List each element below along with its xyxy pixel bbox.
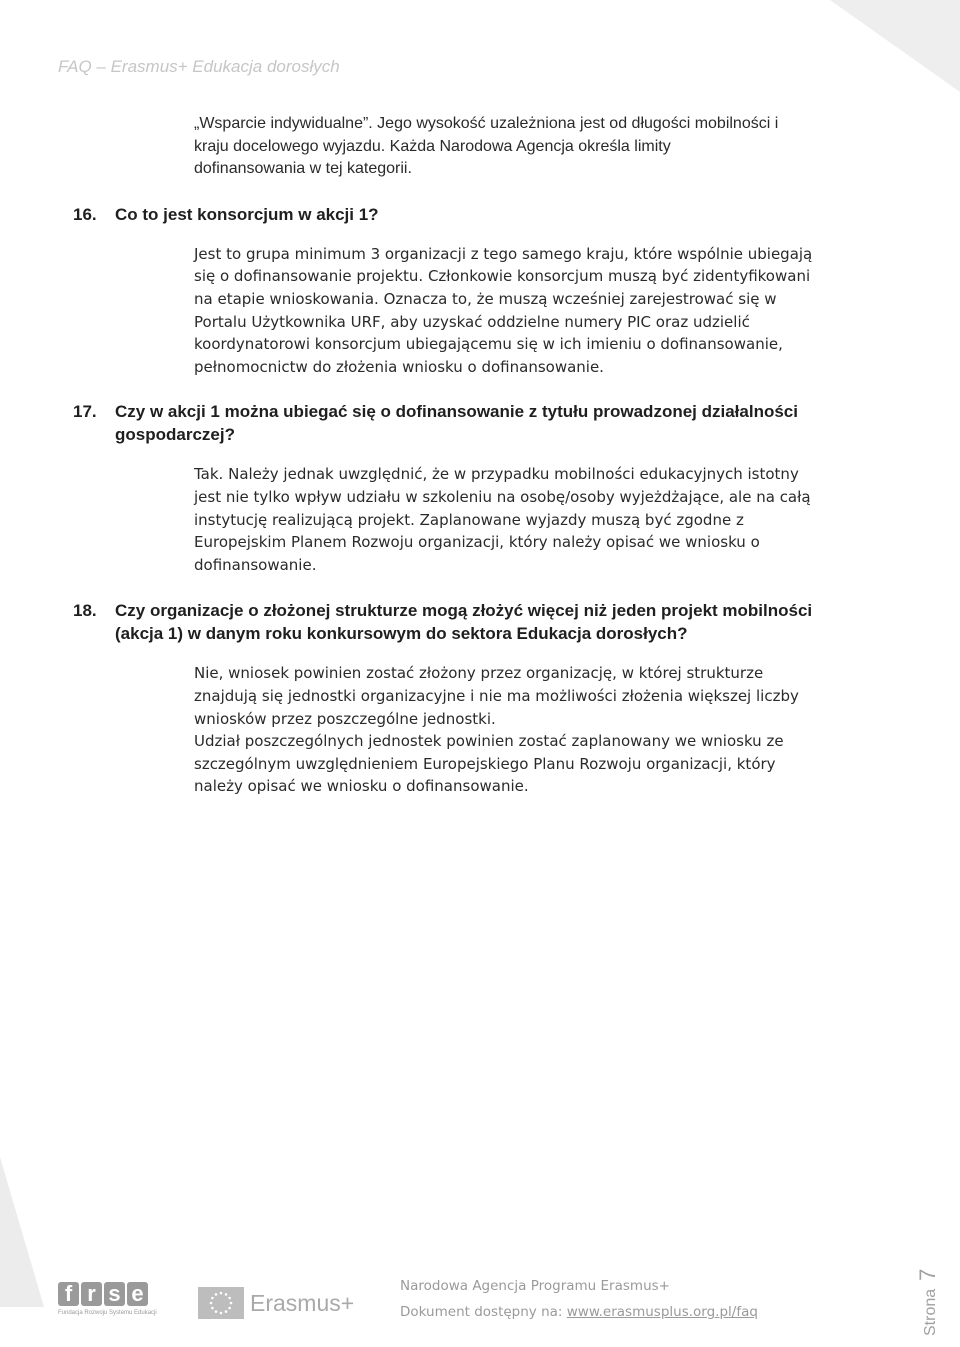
document-availability — [400, 1304, 758, 1320]
frse-logo — [58, 1281, 157, 1322]
intro-line: kraju docelowego wyjazdu. Każda Narodowa Agencja określa limity — [194, 137, 671, 155]
question-title-line: (akcja 1) w danym roku konkursowym do sektora Edukacja dorosłych? — [115, 624, 688, 644]
question-title — [115, 599, 855, 645]
question-title — [115, 203, 855, 226]
eu-flag-icon — [198, 1287, 244, 1319]
footer-info — [400, 1278, 758, 1320]
question-number: 17. — [73, 402, 97, 422]
page-number: 7 — [915, 1268, 940, 1281]
page-number-vertical — [915, 1269, 941, 1336]
frse-subtitle: Fundacja Rozwoju Systemu Edukacji — [58, 1310, 157, 1316]
page-label: Strona — [922, 1288, 939, 1336]
answer-line: należy opisać we wniosku o dofinansowanie. — [194, 777, 529, 796]
question-number: 16. — [73, 204, 97, 224]
question-title-line: gospodarczej? — [115, 425, 235, 445]
intro-line: „Wsparcie indywidualne”. Jego wysokość uzależniona jest od długości mobilności i — [194, 115, 779, 132]
answer-line: Nie, wniosek powinien zostać złożony przez organizację, w której strukturze — [194, 664, 764, 683]
answer-line: wniosków przez poszczególne jednostki. — [194, 709, 496, 728]
answer-line: się o dofinansowanie projektu. Członkowie konsorcjum muszą być zidentyfikowani — [194, 267, 811, 286]
faq-link[interactable]: www.erasmusplus.org.pl/faq — [566, 1304, 758, 1320]
frse-letter: f — [58, 1282, 79, 1306]
answer-line: dofinansowanie. — [194, 555, 317, 574]
answer-line: znajdują się jednostki organizacyjne i nie ma możliwości złożenia większej liczby — [194, 686, 799, 705]
answer-line: Tak. Należy jednak uwzględnić, że w przypadku mobilności edukacyjnych istotny — [194, 465, 799, 484]
answer-line: instytucję realizującą projekt. Zaplanowane wyjazdy muszą być zgodne z — [194, 510, 744, 529]
answer-line: pełnomocnictw do złożenia wniosku o dofinansowanie. — [194, 357, 604, 376]
frse-letter: e — [127, 1282, 148, 1306]
question-title-line: Czy w akcji 1 można ubiegać się o dofinansowanie z tytułu prowadzonej działalności — [115, 402, 798, 422]
frse-letter: s — [104, 1282, 125, 1306]
question-title-line: Czy organizacje o złożonej strukturze mogą złożyć więcej niż jeden projekt mobilności — [115, 601, 813, 621]
document-prefix: Dokument dostępny na: — [400, 1304, 567, 1320]
answer-18 — [194, 662, 884, 798]
erasmus-logo — [198, 1286, 354, 1320]
answer-line: Jest to grupa minimum 3 organizacji z tego samego kraju, które wspólnie ubiegają — [194, 244, 813, 263]
document-body — [0, 113, 960, 798]
answer-line: na etapie wnioskowania. Oznacza to, że muszą wcześniej zarejestrować się w — [194, 289, 777, 308]
frse-letter: r — [81, 1282, 102, 1306]
answer-line: Europejskim Planem Rozwoju organizacji, który należy opisać we wniosku o — [194, 533, 760, 552]
answer-line: szczególnym uwzględnieniem Europejskiego Planu Rozwoju organizacji, który — [194, 754, 776, 773]
question-title — [115, 400, 855, 446]
question-17 — [0, 400, 960, 446]
erasmus-label: Erasmus+ — [250, 1289, 355, 1316]
frse-letters — [58, 1282, 153, 1306]
question-18 — [0, 599, 960, 645]
answer-line: Udział poszczególnych jednostek powinien zostać zaplanowany we wniosku ze — [194, 732, 784, 751]
question-16 — [0, 203, 960, 226]
answer-17 — [194, 463, 884, 576]
corner-decoration-bottom — [0, 1157, 44, 1307]
answer-line: jest nie tylko wpływ udziału w szkoleniu na osobę/osoby wyjeżdżające, ale na całą — [194, 487, 811, 506]
agency-name: Narodowa Agencja Programu Erasmus+ — [400, 1278, 670, 1294]
corner-decoration-top — [830, 0, 960, 92]
answer-line: koordynatorowi konsorcjum ubiegającemu się w ich imieniu o dofinansowanie, — [194, 335, 783, 354]
intro-paragraph — [194, 113, 884, 181]
answer-16 — [194, 243, 884, 379]
page-number-block — [905, 1258, 955, 1338]
question-title-line: Co to jest konsorcjum w akcji 1? — [115, 204, 379, 224]
question-number: 18. — [73, 601, 97, 621]
answer-line: Portalu Użytkownika URF, aby uzyskać oddzielne numery PIC oraz udzielić — [194, 312, 750, 331]
running-header: FAQ – Erasmus+ Edukacja dorosłych — [58, 57, 340, 76]
intro-line: dofinansowania w tej kategorii. — [194, 160, 412, 178]
